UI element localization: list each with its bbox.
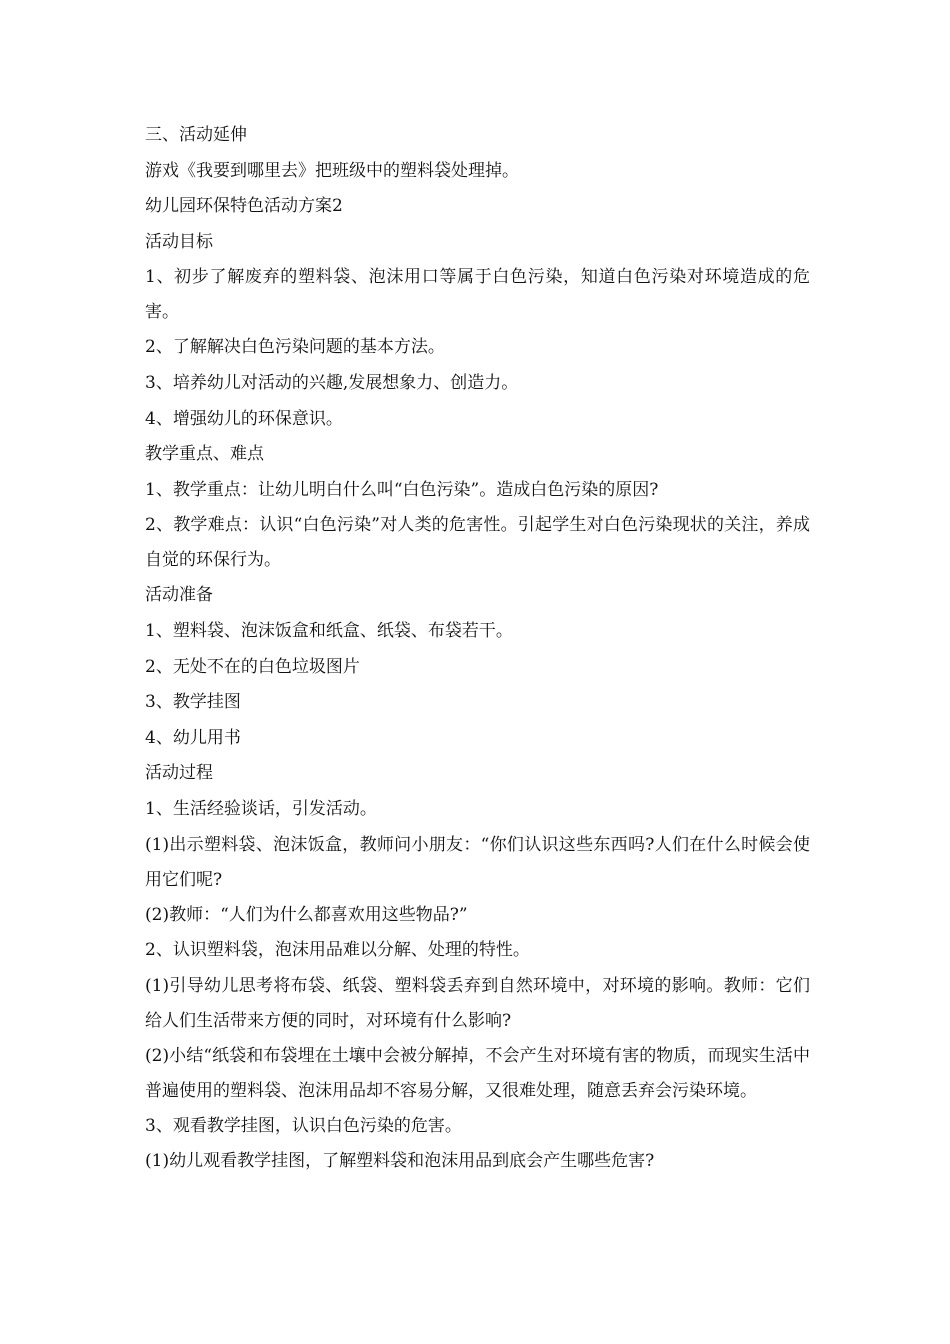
- goal-item-4: 4、增强幼儿的环保意识。: [145, 408, 343, 429]
- preparation-item-1: 1、塑料袋、泡沫饭盒和纸盒、纸袋、布袋若干。: [145, 620, 513, 641]
- preparation-item-2: 2、无处不在的白色垃圾图片: [145, 656, 360, 677]
- section-heading-key-points: 教学重点、难点: [145, 444, 264, 465]
- process-step-3: 3、观看教学挂图，认识白色污染的危害。: [145, 1115, 462, 1136]
- preparation-item-4: 4、幼儿用书: [145, 727, 241, 748]
- section-heading-preparation: 活动准备: [145, 585, 213, 606]
- key-point-1: 1、教学重点：让幼儿明白什么叫“白色污染”。造成白色污染的原因?: [145, 479, 659, 500]
- goal-item-2: 2、了解解决白色污染问题的基本方法。: [145, 337, 445, 358]
- paragraph-game: 游戏《我要到哪里去》把班级中的塑料袋处理掉。: [145, 160, 519, 181]
- key-point-2: 2、教学难点：认识“白色污染”对人类的危害性。引起学生对白色污染现状的关注，养成自觉的环保行为。: [145, 515, 810, 571]
- section-heading-process: 活动过程: [145, 763, 213, 784]
- process-step-1-sub-2: (2)教师：“人们为什么都喜欢用这些物品?”: [145, 904, 468, 925]
- preparation-item-3: 3、教学挂图: [145, 692, 241, 713]
- section-heading-activity-goals: 活动目标: [145, 231, 213, 252]
- process-step-2: 2、认识塑料袋，泡沫用品难以分解、处理的特性。: [145, 940, 530, 961]
- process-step-1-sub-1: (1)出示塑料袋、泡沫饭盒，教师问小朋友：“你们认识这些东西吗?人们在什么时候会使用它们呢?: [145, 834, 810, 890]
- process-step-2-sub-2: (2)小结“纸袋和布袋埋在土壤中会被分解掉，不会产生对环境有害的物质，而现实生活中普遍使用的塑料袋、泡沫用品却不容易分解，又很难处理，随意丢弃会污染环境。: [145, 1045, 810, 1101]
- process-step-2-sub-1: (1)引导幼儿思考将布袋、纸袋、塑料袋丢弃到自然环境中，对环境的影响。教师：它们给人们生活带来方便的同时，对环境有什么影响?: [145, 975, 810, 1031]
- document-body: [145, 118, 810, 1180]
- goal-item-1: 1、初步了解废弃的塑料袋、泡沫用口等属于白色污染，知道白色污染对环境造成的危害。: [145, 267, 810, 323]
- goal-item-3: 3、培养幼儿对活动的兴趣,发展想象力、创造力。: [145, 372, 519, 393]
- plan-title: 幼儿园环保特色活动方案2: [145, 196, 343, 217]
- section-heading-activity-extension: 三、活动延伸: [145, 125, 247, 145]
- process-step-1: 1、生活经验谈话，引发活动。: [145, 798, 377, 819]
- process-step-3-sub-1: (1)幼儿观看教学挂图，了解塑料袋和泡沫用品到底会产生哪些危害?: [145, 1151, 655, 1172]
